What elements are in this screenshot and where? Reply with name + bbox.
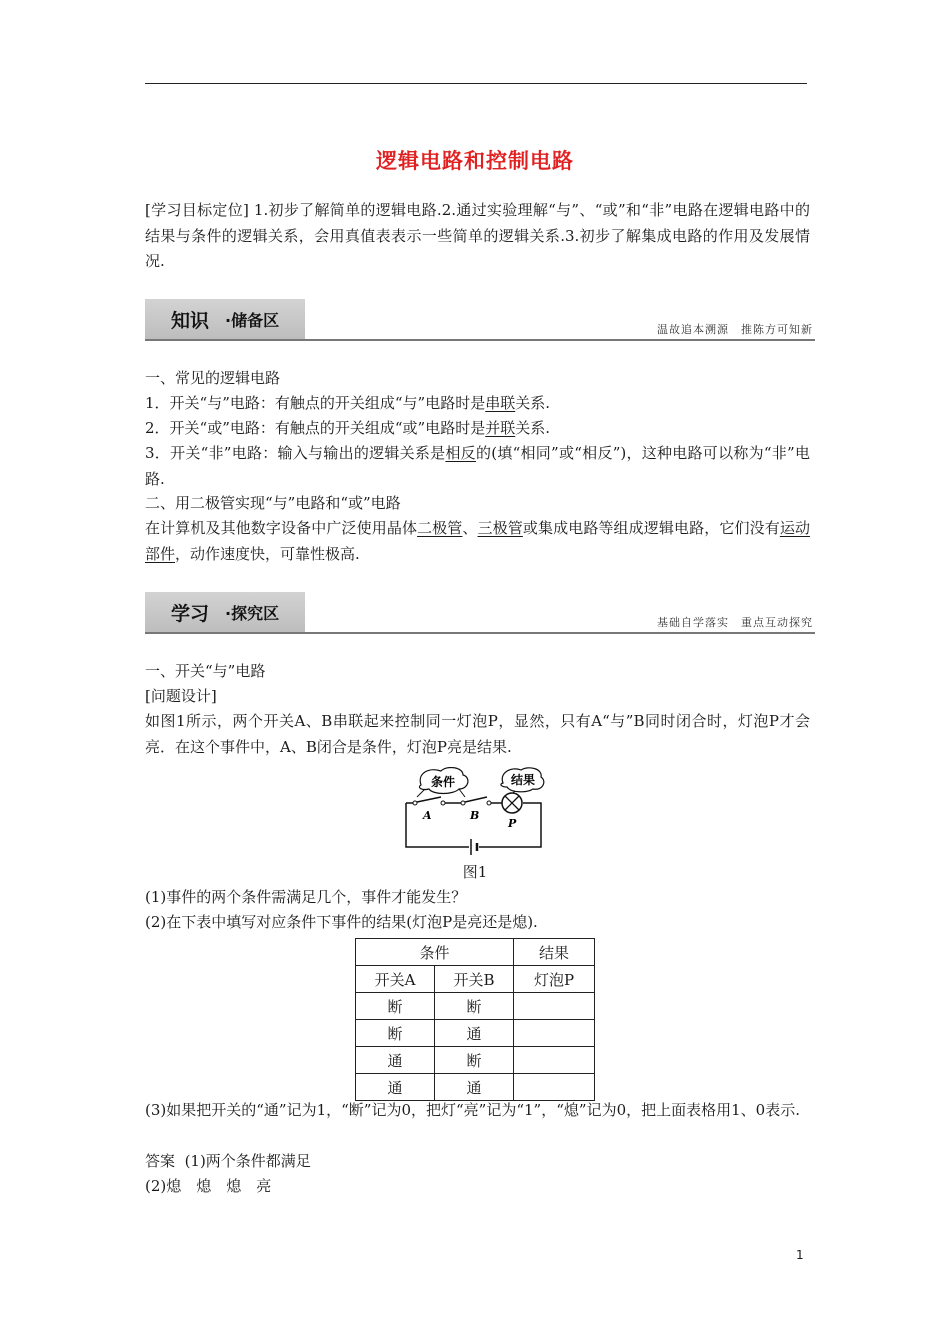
heading-common-logic: 一、常见的逻辑电路: [145, 369, 281, 387]
blank-answer: 三极管: [477, 519, 523, 537]
table-cell: 断: [435, 993, 514, 1020]
banner-sub-label: ·储备区: [225, 311, 280, 330]
blank-answer: 二极管: [417, 519, 463, 537]
switch-contact: [441, 801, 445, 805]
answer-line-2: (2)熄 熄 熄 亮: [145, 1177, 272, 1195]
blank-answer: 串联: [485, 394, 516, 412]
table-cell: 通: [435, 1020, 514, 1047]
heading-diode-logic: 二、用二极管实现“与”电路和“或”电路: [145, 494, 401, 512]
switch-contact: [413, 801, 417, 805]
question-2: (2)在下表中填写对应条件下事件的结果(灯泡P是亮还是熄).: [145, 913, 538, 931]
banner-rule: [145, 339, 815, 341]
switch-contact: [487, 801, 491, 805]
table-cell: 断: [356, 1020, 435, 1047]
banner-motto: 温故追本溯源 推陈方可知新: [657, 323, 813, 336]
truth-table: [355, 938, 595, 1101]
table-header-result: 结果: [514, 939, 595, 966]
switch-b-blade: [465, 797, 487, 802]
lamp-p-label: P: [508, 817, 517, 830]
table-cell: [514, 1047, 595, 1074]
table-col-lamp-p: 灯泡P: [514, 966, 595, 993]
result-bubble-label: 结果: [510, 773, 536, 787]
banner-sub-label: ·探究区: [225, 604, 280, 623]
switch-a-label: A: [423, 809, 432, 822]
answer-label: 答案: [145, 1152, 176, 1170]
learning-objectives: [学习目标定位] 1.初步了解简单的逻辑电路.2.通过实验理解“与”、“或”和“非”电路在逻辑电路中的结果与条件的逻辑关系，会用真值表表示一些简单的逻辑关系.3.初步了解集成电路的作用及发展情况.: [145, 201, 810, 270]
item-and-circuit: 1．开关“与”电路：有触点的开关组成“与”电路时是串联关系.: [145, 394, 551, 412]
heading-and-switch: 一、开关“与”电路: [145, 662, 266, 680]
banner-main-label: 学习: [171, 603, 210, 625]
header-rule: [145, 83, 807, 84]
banner-main-label: 知识: [171, 310, 210, 332]
diode-paragraph: 在计算机及其他数字设备中广泛使用晶体二极管、三极管或集成电路等组成逻辑电路，它们没有运动部件，动作速度快，可靠性极高.: [145, 519, 810, 563]
table-row: [356, 1020, 595, 1047]
blank-answer: 并联: [485, 419, 516, 437]
problem-design-label: [问题设计]: [145, 687, 217, 705]
table-col-switch-a: 开关A: [356, 966, 435, 993]
table-cell: [514, 1020, 595, 1047]
table-cell: 断: [356, 993, 435, 1020]
switch-a-blade: [417, 797, 441, 802]
page-title: 逻辑电路和控制电路: [376, 149, 574, 173]
question-3: (3)如果把开关的“通”记为1，“断”记为0，把灯“亮”记为“1”，“熄”记为0，把上面表格用1、0表示.: [145, 1101, 800, 1119]
table-row: [356, 993, 595, 1020]
table-row: [356, 1074, 595, 1101]
switch-contact: [461, 801, 465, 805]
table-cell: 通: [356, 1047, 435, 1074]
table-cell: [514, 1074, 595, 1101]
banner-rule: [145, 632, 815, 634]
table-cell: [514, 993, 595, 1020]
table-cell: 通: [435, 1074, 514, 1101]
blank-answer: 相反: [445, 444, 476, 462]
section-banner-knowledge: [145, 299, 815, 343]
switch-b-label: B: [470, 809, 480, 822]
item-or-circuit: 2．开关“或”电路：有触点的开关组成“或”电路时是并联关系.: [145, 419, 551, 437]
banner-motto: 基础自学落实 重点互动探究: [657, 616, 813, 629]
item-not-circuit: 3．开关“非”电路：输入与输出的逻辑关系是相反的(填“相同”或“相反”)，这种电路可以称为“非”电路.: [145, 444, 810, 488]
page-number: 1: [796, 1248, 804, 1262]
table-cell: 通: [356, 1074, 435, 1101]
answer-line-1: [145, 1150, 311, 1172]
table-col-switch-b: 开关B: [435, 966, 514, 993]
condition-bubble-label: 条件: [430, 775, 456, 789]
question-1: (1)事件的两个条件需满足几个，事件才能发生？: [145, 888, 467, 906]
table-header-condition: 条件: [356, 939, 514, 966]
circuit-diagram: [403, 767, 545, 855]
section-banner-study: [145, 592, 815, 636]
blank-answer: 运动部件: [145, 519, 810, 563]
table-row: [356, 1047, 595, 1074]
answer-1: (1)两个条件都满足: [184, 1152, 311, 1170]
intro-paragraph: 如图1所示，两个开关A、B串联起来控制同一灯泡P，显然，只有A“与”B同时闭合时，灯泡P才会亮．在这个事件中，A、B闭合是条件，灯泡P亮是结果.: [145, 712, 810, 756]
table-cell: 断: [435, 1047, 514, 1074]
figure-caption: 图1: [462, 863, 488, 881]
